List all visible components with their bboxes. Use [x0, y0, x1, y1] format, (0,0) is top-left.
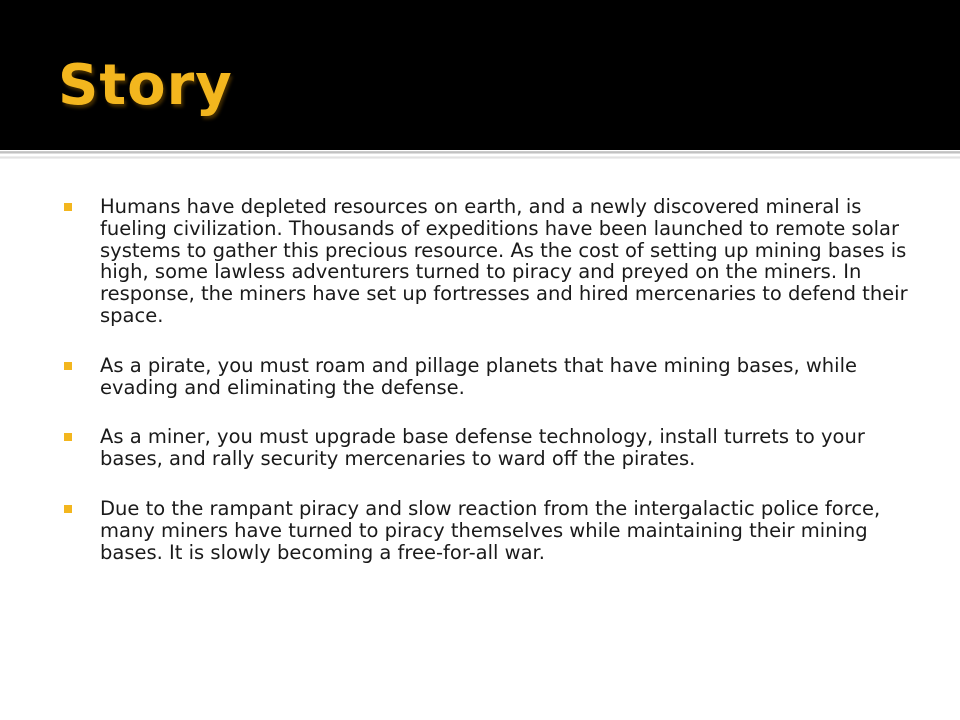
- bullet-item-1: [62, 196, 922, 327]
- square-bullet-icon: [64, 362, 72, 370]
- bullet-list: [62, 196, 922, 591]
- bullet-item-4: [62, 498, 922, 563]
- bullet-text: As a miner, you must upgrade base defense technology, install turrets to your bases, and rally security mercenaries to ward off the pirates.: [100, 425, 865, 471]
- square-bullet-icon: [64, 505, 72, 513]
- slide-title: Story: [58, 53, 233, 118]
- bullet-text: Humans have depleted resources on earth, and a newly discovered mineral is fueling civilization. Thousands of expeditions have been launched to remote solar systems to gather this precious resource. As the cost of setting up mining bases is high, some lawless adventurers turned to piracy and preyed on the miners. In response, the miners have set up fortresses and hired mercenaries to defend their space.: [100, 195, 908, 327]
- bullet-item-2: [62, 355, 922, 399]
- title-bar: [0, 0, 960, 150]
- square-bullet-icon: [64, 203, 72, 211]
- square-bullet-icon: [64, 433, 72, 441]
- bullet-text: Due to the rampant piracy and slow reaction from the intergalactic police force, many miners have turned to piracy themselves while maintaining their mining bases. It is slowly becoming a free-for-all war.: [100, 496, 881, 564]
- bullet-item-3: [62, 426, 922, 470]
- bullet-text: As a pirate, you must roam and pillage planets that have mining bases, while evading and eliminating the defense.: [100, 353, 857, 399]
- title-separator: [0, 151, 960, 159]
